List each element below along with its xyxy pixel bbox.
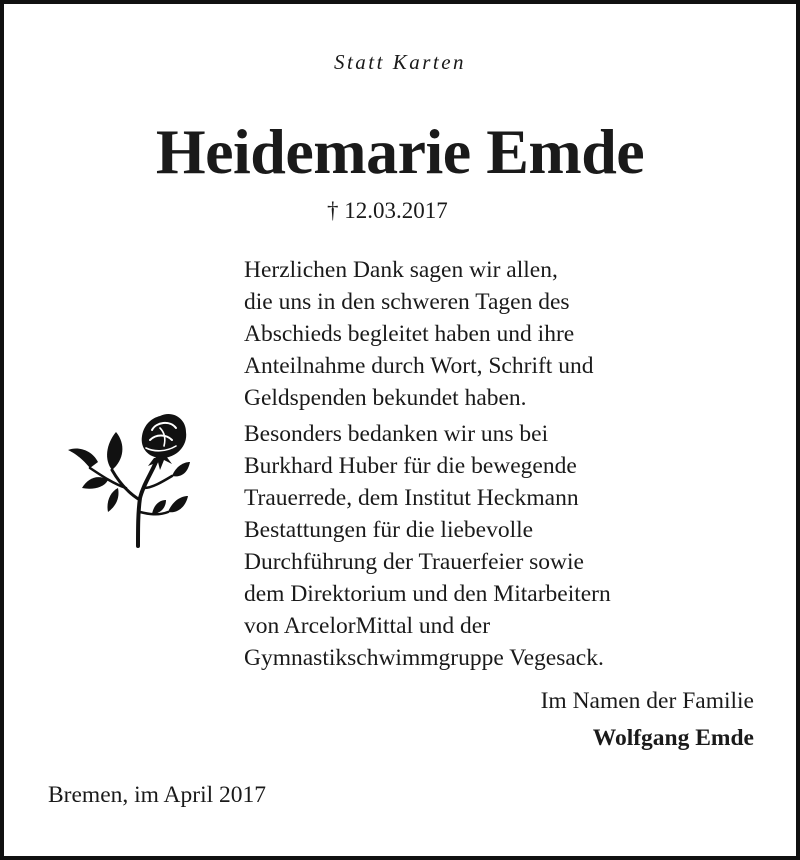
special-thanks-paragraph (244, 418, 784, 674)
special-thanks-line: Besonders bedanken wir uns bei (244, 421, 549, 447)
thanks-line: Abschieds begleitet haben und ihre (244, 321, 575, 347)
thanks-line: Anteilnahme durch Wort, Schrift und (244, 353, 594, 379)
sign-on-behalf: Im Namen der Familie (540, 688, 754, 714)
thanks-line: Herzlichen Dank sagen wir allen, (244, 257, 558, 283)
special-thanks-line: Gymnastikschwimmgruppe Vegesack. (244, 645, 604, 671)
special-thanks-line: Bestattungen für die liebevolle (244, 517, 534, 543)
special-thanks-line: Burkhard Huber für die bewegende (244, 453, 577, 479)
thanks-line: die uns in den schweren Tagen des (244, 289, 570, 315)
place-date: Bremen, im April 2017 (48, 782, 267, 808)
special-thanks-line: Durchführung der Trauerfeier sowie (244, 549, 584, 575)
death-date: † 12.03.2017 (327, 198, 448, 223)
special-thanks-line: von ArcelorMittal und der (244, 613, 491, 639)
special-thanks-line: dem Direktorium und den Mitarbeitern (244, 581, 611, 607)
thanks-line: Geldspenden bekundet haben. (244, 385, 527, 411)
thanks-paragraph (244, 254, 784, 414)
deceased-name: Heidemarie Emde (155, 116, 645, 187)
signer-name: Wolfgang Emde (592, 725, 754, 751)
intro-line: Statt Karten (333, 50, 467, 74)
rose-icon (68, 408, 192, 548)
special-thanks-line: Trauerrede, dem Institut Heckmann (244, 485, 579, 511)
